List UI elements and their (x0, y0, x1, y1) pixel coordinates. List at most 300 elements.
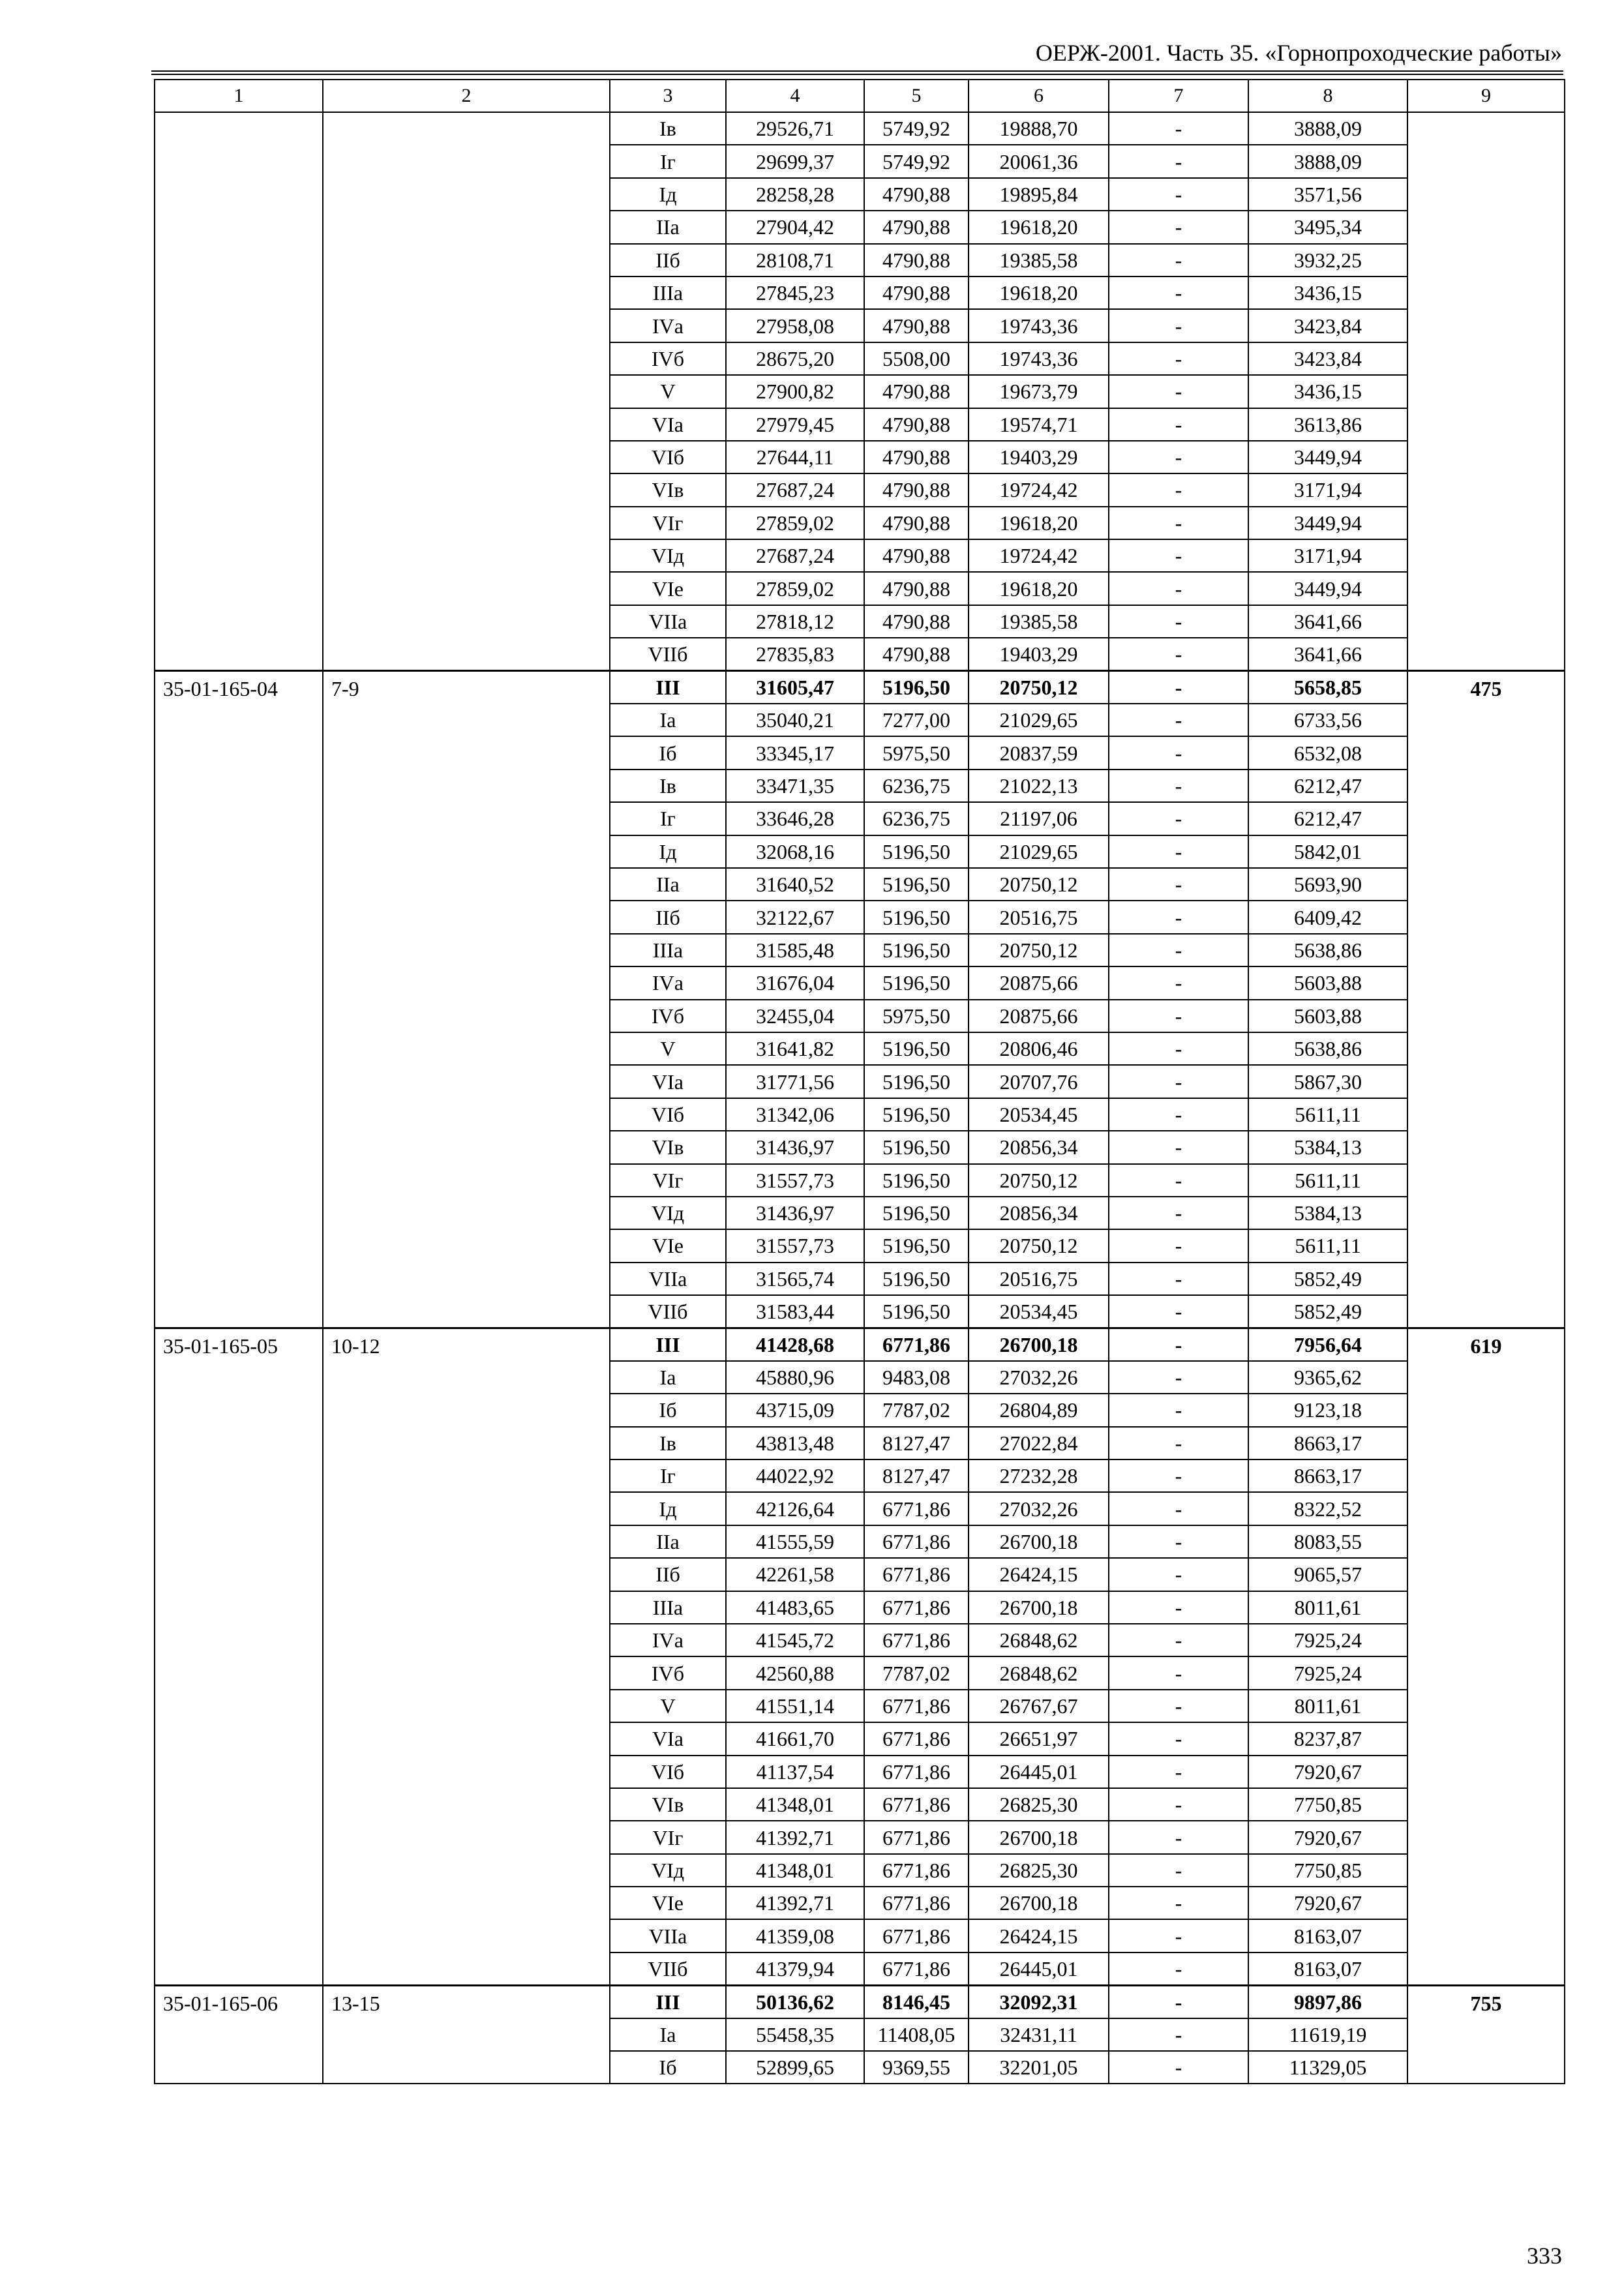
machines-cell: 26700,18 (969, 1887, 1109, 1919)
machines-cell: 19618,20 (969, 572, 1109, 605)
machinists-wages-cell: - (1109, 1459, 1248, 1492)
machinists-wages-cell: - (1109, 375, 1248, 408)
machines-cell: 26848,62 (969, 1624, 1109, 1656)
materials-cell: 3436,15 (1248, 277, 1407, 309)
materials-cell: 7956,64 (1248, 1328, 1407, 1360)
total-cost-cell: 27644,11 (726, 441, 864, 473)
machines-cell: 20534,45 (969, 1295, 1109, 1328)
materials-cell: 3613,86 (1248, 408, 1407, 441)
total-cost-cell: 41379,94 (726, 1952, 864, 1985)
total-cost-cell: 42261,58 (726, 1558, 864, 1591)
machinists-wages-cell: - (1109, 1065, 1248, 1098)
category-cell: VIIб (610, 1295, 726, 1328)
machines-cell: 19673,79 (969, 375, 1109, 408)
wages-cell: 11408,05 (864, 2018, 969, 2051)
materials-cell: 5611,11 (1248, 1164, 1407, 1197)
total-cost-cell: 29526,71 (726, 112, 864, 145)
machines-cell: 19724,42 (969, 473, 1109, 506)
materials-cell: 5603,88 (1248, 1000, 1407, 1032)
machinists-wages-cell: - (1109, 1952, 1248, 1985)
materials-cell: 5611,11 (1248, 1229, 1407, 1262)
machinists-wages-cell: - (1109, 309, 1248, 342)
machinists-wages-cell: - (1109, 704, 1248, 736)
materials-cell: 5842,01 (1248, 835, 1407, 868)
total-cost-cell: 31557,73 (726, 1229, 864, 1262)
machinists-wages-cell: - (1109, 868, 1248, 901)
machinists-wages-cell: - (1109, 736, 1248, 769)
machines-cell: 20750,12 (969, 934, 1109, 966)
machines-cell: 21197,06 (969, 802, 1109, 835)
category-cell: IVа (610, 309, 726, 342)
category-cell: Iб (610, 2051, 726, 2084)
total-cost-cell: 35040,21 (726, 704, 864, 736)
materials-cell: 3495,34 (1248, 211, 1407, 243)
machinists-wages-cell: - (1109, 145, 1248, 177)
machines-cell: 20061,36 (969, 145, 1109, 177)
wages-cell: 5508,00 (864, 342, 969, 375)
wages-cell: 4790,88 (864, 178, 969, 211)
wages-cell: 6771,86 (864, 1788, 969, 1821)
materials-cell: 5384,13 (1248, 1197, 1407, 1229)
materials-cell: 11329,05 (1248, 2051, 1407, 2084)
machinists-wages-cell: - (1109, 1394, 1248, 1426)
wages-cell: 6771,86 (864, 1624, 969, 1656)
machines-cell: 26651,97 (969, 1722, 1109, 1755)
machines-cell: 19724,42 (969, 539, 1109, 572)
wages-cell: 6771,86 (864, 1328, 969, 1360)
materials-cell: 3436,15 (1248, 375, 1407, 408)
total-cost-cell: 31342,06 (726, 1098, 864, 1131)
total-cost-cell: 27859,02 (726, 572, 864, 605)
category-cell: IIа (610, 211, 726, 243)
category-cell: Iд (610, 835, 726, 868)
total-cost-cell: 52899,65 (726, 2051, 864, 2084)
machines-cell: 20806,46 (969, 1032, 1109, 1065)
machines-cell: 20750,12 (969, 1229, 1109, 1262)
column-number: 1 (155, 80, 323, 112)
materials-cell: 6733,56 (1248, 704, 1407, 736)
machinists-wages-cell: - (1109, 1098, 1248, 1131)
materials-cell: 9365,62 (1248, 1361, 1407, 1394)
category-cell: IVб (610, 1000, 726, 1032)
wages-cell: 4790,88 (864, 277, 969, 309)
total-cost-cell: 41392,71 (726, 1887, 864, 1919)
materials-cell: 9123,18 (1248, 1394, 1407, 1426)
materials-cell: 7920,67 (1248, 1756, 1407, 1788)
wages-cell: 6771,86 (864, 1690, 969, 1722)
materials-cell: 7750,85 (1248, 1854, 1407, 1887)
machinists-wages-cell: - (1109, 1788, 1248, 1821)
category-cell: Iг (610, 802, 726, 835)
materials-cell: 3423,84 (1248, 342, 1407, 375)
total-cost-cell: 31436,97 (726, 1197, 864, 1229)
wages-cell: 4790,88 (864, 244, 969, 277)
wages-cell: 5196,50 (864, 1263, 969, 1295)
materials-cell: 5852,49 (1248, 1295, 1407, 1328)
category-cell: V (610, 1690, 726, 1722)
column-number: 9 (1407, 80, 1565, 112)
total-cost-cell: 31640,52 (726, 868, 864, 901)
category-cell: IIб (610, 901, 726, 933)
machinists-wages-cell: - (1109, 507, 1248, 539)
category-cell: IIIа (610, 1591, 726, 1624)
machines-cell: 32431,11 (969, 2018, 1109, 2051)
machinists-wages-cell: - (1109, 1919, 1248, 1952)
category-cell: VIв (610, 473, 726, 506)
category-cell: III (610, 1985, 726, 2018)
materials-cell: 8322,52 (1248, 1492, 1407, 1525)
category-cell: Iг (610, 1459, 726, 1492)
category-cell: Iа (610, 1361, 726, 1394)
header-double-rule (151, 70, 1563, 75)
total-cost-cell: 44022,92 (726, 1459, 864, 1492)
wages-cell: 6771,86 (864, 1756, 969, 1788)
materials-cell: 3171,94 (1248, 539, 1407, 572)
category-cell: V (610, 1032, 726, 1065)
machinists-wages-cell: - (1109, 1492, 1248, 1525)
machines-cell: 20875,66 (969, 1000, 1109, 1032)
machines-cell: 26804,89 (969, 1394, 1109, 1426)
total-cost-cell: 27900,82 (726, 375, 864, 408)
wages-cell: 6771,86 (864, 1525, 969, 1558)
machinists-wages-cell: - (1109, 2051, 1248, 2084)
machinists-wages-cell: - (1109, 802, 1248, 835)
column-number: 8 (1248, 80, 1407, 112)
table-body (155, 112, 1565, 2084)
machinists-wages-cell: - (1109, 770, 1248, 802)
wages-cell: 6771,86 (864, 1591, 969, 1624)
machines-cell: 19618,20 (969, 507, 1109, 539)
materials-cell: 7925,24 (1248, 1656, 1407, 1689)
wages-cell: 6771,86 (864, 1854, 969, 1887)
machines-cell: 19574,71 (969, 408, 1109, 441)
machines-cell: 20750,12 (969, 868, 1109, 901)
wages-cell: 4790,88 (864, 638, 969, 670)
materials-cell: 8011,61 (1248, 1690, 1407, 1722)
machines-cell: 21022,13 (969, 770, 1109, 802)
wages-cell: 8127,47 (864, 1427, 969, 1459)
table-row (155, 1985, 1565, 2018)
machines-cell: 27032,26 (969, 1492, 1109, 1525)
category-cell: VIIа (610, 1919, 726, 1952)
machinists-wages-cell: - (1109, 835, 1248, 868)
wages-cell: 4790,88 (864, 211, 969, 243)
total-cost-cell: 27979,45 (726, 408, 864, 441)
total-cost-cell: 32068,16 (726, 835, 864, 868)
category-cell: IVа (610, 966, 726, 999)
category-cell: VIв (610, 1131, 726, 1163)
category-cell: IVб (610, 1656, 726, 1689)
machinists-wages-cell: - (1109, 1985, 1248, 2018)
total-cost-cell: 31676,04 (726, 966, 864, 999)
machines-cell: 21029,65 (969, 835, 1109, 868)
machines-cell: 20856,34 (969, 1131, 1109, 1163)
total-cost-cell: 42560,88 (726, 1656, 864, 1689)
total-cost-cell: 29699,37 (726, 145, 864, 177)
materials-cell: 7920,67 (1248, 1887, 1407, 1919)
machines-cell: 26445,01 (969, 1756, 1109, 1788)
category-cell: VIд (610, 1854, 726, 1887)
category-cell: IVа (610, 1624, 726, 1656)
category-cell: VIд (610, 1197, 726, 1229)
machines-cell: 20516,75 (969, 901, 1109, 933)
total-cost-cell: 27958,08 (726, 309, 864, 342)
materials-cell: 5867,30 (1248, 1065, 1407, 1098)
machines-cell: 20750,12 (969, 671, 1109, 704)
column-number-row (155, 80, 1565, 112)
materials-cell: 3423,84 (1248, 309, 1407, 342)
machinists-wages-cell: - (1109, 1656, 1248, 1689)
total-cost-cell: 31771,56 (726, 1065, 864, 1098)
wages-cell: 5975,50 (864, 1000, 969, 1032)
total-cost-cell: 50136,62 (726, 1985, 864, 2018)
wages-cell: 6771,86 (864, 1821, 969, 1853)
page-header-title: ОЕРЖ-2001. Часть 35. «Горнопроходческие работы» (1035, 40, 1562, 66)
materials-cell: 8163,07 (1248, 1919, 1407, 1952)
wages-cell: 6771,86 (864, 1919, 969, 1952)
machinists-wages-cell: - (1109, 901, 1248, 933)
total-cost-cell: 41392,71 (726, 1821, 864, 1853)
category-cell: IIб (610, 244, 726, 277)
total-cost-cell: 27687,24 (726, 539, 864, 572)
machines-cell: 26825,30 (969, 1788, 1109, 1821)
materials-cell: 5603,88 (1248, 966, 1407, 999)
machinists-wages-cell: - (1109, 966, 1248, 999)
category-cell: V (610, 375, 726, 408)
wages-cell: 6771,86 (864, 1492, 969, 1525)
total-cost-cell: 28675,20 (726, 342, 864, 375)
category-cell: VIIб (610, 638, 726, 670)
wages-cell: 5749,92 (864, 112, 969, 145)
machinists-wages-cell: - (1109, 2018, 1248, 2051)
machinists-wages-cell: - (1109, 671, 1248, 704)
category-cell: VIб (610, 1098, 726, 1131)
machines-cell: 27022,84 (969, 1427, 1109, 1459)
machines-cell: 26424,15 (969, 1919, 1109, 1952)
machinists-wages-cell: - (1109, 1000, 1248, 1032)
materials-cell: 5693,90 (1248, 868, 1407, 901)
machines-cell: 32201,05 (969, 2051, 1109, 2084)
wages-cell: 6236,75 (864, 770, 969, 802)
category-cell: VIа (610, 408, 726, 441)
table-row (155, 671, 1565, 704)
category-cell: VIа (610, 1722, 726, 1755)
wages-cell: 6236,75 (864, 802, 969, 835)
wages-cell: 9369,55 (864, 2051, 969, 2084)
total-cost-cell: 31565,74 (726, 1263, 864, 1295)
total-cost-cell: 27845,23 (726, 277, 864, 309)
machinists-wages-cell: - (1109, 441, 1248, 473)
category-cell: Iд (610, 1492, 726, 1525)
machinists-wages-cell: - (1109, 1624, 1248, 1656)
materials-cell: 8237,87 (1248, 1722, 1407, 1755)
total-cost-cell: 31583,44 (726, 1295, 864, 1328)
machines-cell: 20837,59 (969, 736, 1109, 769)
wages-cell: 7787,02 (864, 1656, 969, 1689)
machines-cell: 26424,15 (969, 1558, 1109, 1591)
machinists-wages-cell: - (1109, 638, 1248, 670)
machines-cell: 19385,58 (969, 244, 1109, 277)
materials-cell: 8163,07 (1248, 1952, 1407, 1985)
materials-cell: 3888,09 (1248, 145, 1407, 177)
materials-cell: 5384,13 (1248, 1131, 1407, 1163)
total-cost-cell: 42126,64 (726, 1492, 864, 1525)
total-cost-cell: 27859,02 (726, 507, 864, 539)
machines-cell: 19385,58 (969, 605, 1109, 638)
wages-cell: 7787,02 (864, 1394, 969, 1426)
total-cost-cell: 27818,12 (726, 605, 864, 638)
category-cell: VIа (610, 1065, 726, 1098)
machinists-wages-cell: - (1109, 1558, 1248, 1591)
materials-cell: 6212,47 (1248, 770, 1407, 802)
machines-cell: 32092,31 (969, 1985, 1109, 2018)
total-cost-cell: 31557,73 (726, 1164, 864, 1197)
total-cost-cell: 41555,59 (726, 1525, 864, 1558)
total-cost-cell: 33646,28 (726, 802, 864, 835)
wages-cell: 5196,50 (864, 1032, 969, 1065)
total-cost-cell: 33345,17 (726, 736, 864, 769)
machinists-wages-cell: - (1109, 572, 1248, 605)
materials-cell: 7925,24 (1248, 1624, 1407, 1656)
machines-cell: 21029,65 (969, 704, 1109, 736)
materials-cell: 3449,94 (1248, 572, 1407, 605)
wages-cell: 4790,88 (864, 507, 969, 539)
machinists-wages-cell: - (1109, 934, 1248, 966)
wages-cell: 5196,50 (864, 1098, 969, 1131)
wages-cell: 6771,86 (864, 1722, 969, 1755)
materials-cell: 3449,94 (1248, 507, 1407, 539)
wages-cell: 5749,92 (864, 145, 969, 177)
labor-norm-cell: 619 (1407, 1328, 1565, 1985)
machinists-wages-cell: - (1109, 1591, 1248, 1624)
total-cost-cell: 41348,01 (726, 1854, 864, 1887)
machinists-wages-cell: - (1109, 244, 1248, 277)
wages-cell: 4790,88 (864, 309, 969, 342)
category-cell: VIв (610, 1788, 726, 1821)
materials-cell: 5852,49 (1248, 1263, 1407, 1295)
total-cost-cell: 41551,14 (726, 1690, 864, 1722)
machines-cell: 19888,70 (969, 112, 1109, 145)
total-cost-cell: 41483,65 (726, 1591, 864, 1624)
machinists-wages-cell: - (1109, 112, 1248, 145)
wages-cell: 7277,00 (864, 704, 969, 736)
machines-cell: 27032,26 (969, 1361, 1109, 1394)
machines-cell: 26700,18 (969, 1591, 1109, 1624)
category-cell: IIIа (610, 934, 726, 966)
category-cell: VIб (610, 441, 726, 473)
materials-cell: 3449,94 (1248, 441, 1407, 473)
machinists-wages-cell: - (1109, 1756, 1248, 1788)
materials-cell: 7920,67 (1248, 1821, 1407, 1853)
total-cost-cell: 41348,01 (726, 1788, 864, 1821)
machinists-wages-cell: - (1109, 1164, 1248, 1197)
machines-cell: 26767,67 (969, 1690, 1109, 1722)
category-cell: VIг (610, 507, 726, 539)
category-cell: IIб (610, 1558, 726, 1591)
machinists-wages-cell: - (1109, 1427, 1248, 1459)
category-cell: VIд (610, 539, 726, 572)
machinists-wages-cell: - (1109, 1032, 1248, 1065)
materials-cell: 5638,86 (1248, 1032, 1407, 1065)
total-cost-cell: 31436,97 (726, 1131, 864, 1163)
norm-code-cell: 35-01-165-05 (155, 1328, 323, 1985)
category-cell: VIIа (610, 605, 726, 638)
machinists-wages-cell: - (1109, 1821, 1248, 1853)
wages-cell: 5196,50 (864, 934, 969, 966)
total-cost-cell: 43715,09 (726, 1394, 864, 1426)
machines-cell: 20875,66 (969, 966, 1109, 999)
wages-cell: 5196,50 (864, 966, 969, 999)
wages-cell: 4790,88 (864, 572, 969, 605)
machines-cell: 27232,28 (969, 1459, 1109, 1492)
wages-cell: 5196,50 (864, 1197, 969, 1229)
wages-cell: 5196,50 (864, 1295, 969, 1328)
norm-code-cell (155, 112, 323, 671)
category-cell: Iб (610, 736, 726, 769)
wages-cell: 5196,50 (864, 1131, 969, 1163)
machinists-wages-cell: - (1109, 1229, 1248, 1262)
machines-cell: 20516,75 (969, 1263, 1109, 1295)
materials-cell: 3171,94 (1248, 473, 1407, 506)
wages-cell: 9483,08 (864, 1361, 969, 1394)
machinists-wages-cell: - (1109, 605, 1248, 638)
category-cell: VIIа (610, 1263, 726, 1295)
machines-cell: 26700,18 (969, 1328, 1109, 1360)
category-cell: IIIа (610, 277, 726, 309)
category-cell: VIе (610, 572, 726, 605)
materials-cell: 9897,86 (1248, 1985, 1407, 2018)
labor-norm-cell: 755 (1407, 1985, 1565, 2084)
total-cost-cell: 28108,71 (726, 244, 864, 277)
machines-cell: 26825,30 (969, 1854, 1109, 1887)
wages-cell: 5196,50 (864, 1065, 969, 1098)
category-cell: Iв (610, 770, 726, 802)
size-range-cell (323, 112, 610, 671)
total-cost-cell: 33471,35 (726, 770, 864, 802)
total-cost-cell: 31641,82 (726, 1032, 864, 1065)
category-cell: Iа (610, 704, 726, 736)
total-cost-cell: 41661,70 (726, 1722, 864, 1755)
machinists-wages-cell: - (1109, 408, 1248, 441)
materials-cell: 5611,11 (1248, 1098, 1407, 1131)
total-cost-cell: 28258,28 (726, 178, 864, 211)
wages-cell: 5196,50 (864, 868, 969, 901)
machinists-wages-cell: - (1109, 539, 1248, 572)
wages-cell: 4790,88 (864, 473, 969, 506)
machinists-wages-cell: - (1109, 1295, 1248, 1328)
materials-cell: 8663,17 (1248, 1459, 1407, 1492)
machines-cell: 26445,01 (969, 1952, 1109, 1985)
machinists-wages-cell: - (1109, 1525, 1248, 1558)
norm-code-cell: 35-01-165-06 (155, 1985, 323, 2084)
total-cost-cell: 27835,83 (726, 638, 864, 670)
total-cost-cell: 27687,24 (726, 473, 864, 506)
category-cell: III (610, 671, 726, 704)
total-cost-cell: 41428,68 (726, 1328, 864, 1360)
norm-code-cell: 35-01-165-04 (155, 671, 323, 1328)
materials-cell: 3641,66 (1248, 638, 1407, 670)
wages-cell: 6771,86 (864, 1952, 969, 1985)
machines-cell: 19743,36 (969, 309, 1109, 342)
materials-cell: 3571,56 (1248, 178, 1407, 211)
materials-cell: 11619,19 (1248, 2018, 1407, 2051)
machinists-wages-cell: - (1109, 1854, 1248, 1887)
total-cost-cell: 45880,96 (726, 1361, 864, 1394)
wages-cell: 5196,50 (864, 1229, 969, 1262)
machinists-wages-cell: - (1109, 1131, 1248, 1163)
machinists-wages-cell: - (1109, 1361, 1248, 1394)
machinists-wages-cell: - (1109, 1722, 1248, 1755)
